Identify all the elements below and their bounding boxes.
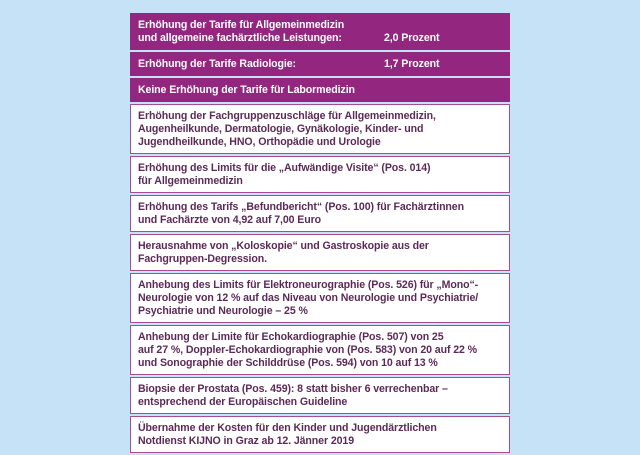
row-text-line: und allgemeine fachärztliche Leistungen:	[138, 32, 342, 44]
row-text-line: Erhöhung des Limits für die „Aufwändige Visite“ (Pos. 014)	[138, 162, 431, 174]
tariff-row-fachgruppenzuschlaege	[130, 104, 510, 154]
row-value: 2,0 Prozent	[384, 32, 440, 44]
row-text-line: auf 27 %, Doppler-Echokardiographie von (Pos. 583) von 20 auf 22 %	[138, 344, 477, 356]
row-text-line: Herausnahme von „Koloskopie“ und Gastroskopie aus der	[138, 240, 429, 252]
row-text-line: Notdienst KIJNO in Graz ab 12. Jänner 2019	[138, 435, 354, 447]
tariff-row-echokardiographie	[130, 325, 510, 375]
row-text-line: Anhebung der Limite für Echokardiographie (Pos. 507) von 25	[138, 331, 444, 343]
row-text-line: Erhöhung der Fachgruppenzuschläge für Allgemeinmedizin,	[138, 110, 436, 122]
row-text-line: Fachgruppen-Degression.	[138, 253, 267, 265]
tariff-row-visite	[130, 156, 510, 193]
row-text-line: Übernahme der Kosten für den Kinder und Jugendärztlichen	[138, 422, 437, 434]
tariff-row-kijno	[130, 416, 510, 453]
row-text-line: Anhebung des Limits für Elektroneurographie (Pos. 526) für „Mono“-	[138, 279, 479, 291]
row-text-line: und Sonographie der Schilddrüse (Pos. 594) von 10 auf 13 %	[138, 357, 438, 369]
tariff-changes-list	[130, 13, 510, 455]
tariff-row-radiologie	[130, 52, 510, 76]
row-text-line: und Fachärzte von 4,92 auf 7,00 Euro	[138, 214, 322, 226]
row-text-line: Neurologie von 12 % auf das Niveau von Neurologie und Psychiatrie/	[138, 292, 479, 304]
tariff-row-befundbericht	[130, 195, 510, 232]
row-text-line: Jugendheilkunde, HNO, Orthopädie und Urologie	[138, 136, 381, 148]
row-text-line: Erhöhung der Tarife für Allgemeinmedizin	[138, 19, 345, 31]
row-text-line: Keine Erhöhung der Tarife für Labormedizin	[138, 84, 355, 96]
row-text-line: Erhöhung des Tarifs „Befundbericht“ (Pos. 100) für Fachärztinnen	[138, 201, 464, 213]
row-text-line: für Allgemeinmedizin	[138, 175, 243, 187]
row-text-line: Augenheilkunde, Dermatologie, Gynäkologie, Kinder- und	[138, 123, 424, 135]
tariff-row-koloskopie	[130, 234, 510, 271]
tariff-row-allgemeinmedizin	[130, 13, 510, 50]
row-text-line: Psychiatrie und Neurologie – 25 %	[138, 305, 308, 317]
row-text-line: entsprechend der Europäischen Guideline	[138, 396, 348, 408]
row-text-line: Biopsie der Prostata (Pos. 459): 8 statt bisher 6 verrechenbar –	[138, 383, 448, 395]
row-value: 1,7 Prozent	[384, 58, 440, 70]
tariff-row-labormedizin	[130, 78, 510, 102]
row-text-line: Erhöhung der Tarife Radiologie:	[138, 58, 296, 70]
tariff-row-elektroneurographie	[130, 273, 510, 323]
tariff-row-prostata	[130, 377, 510, 414]
